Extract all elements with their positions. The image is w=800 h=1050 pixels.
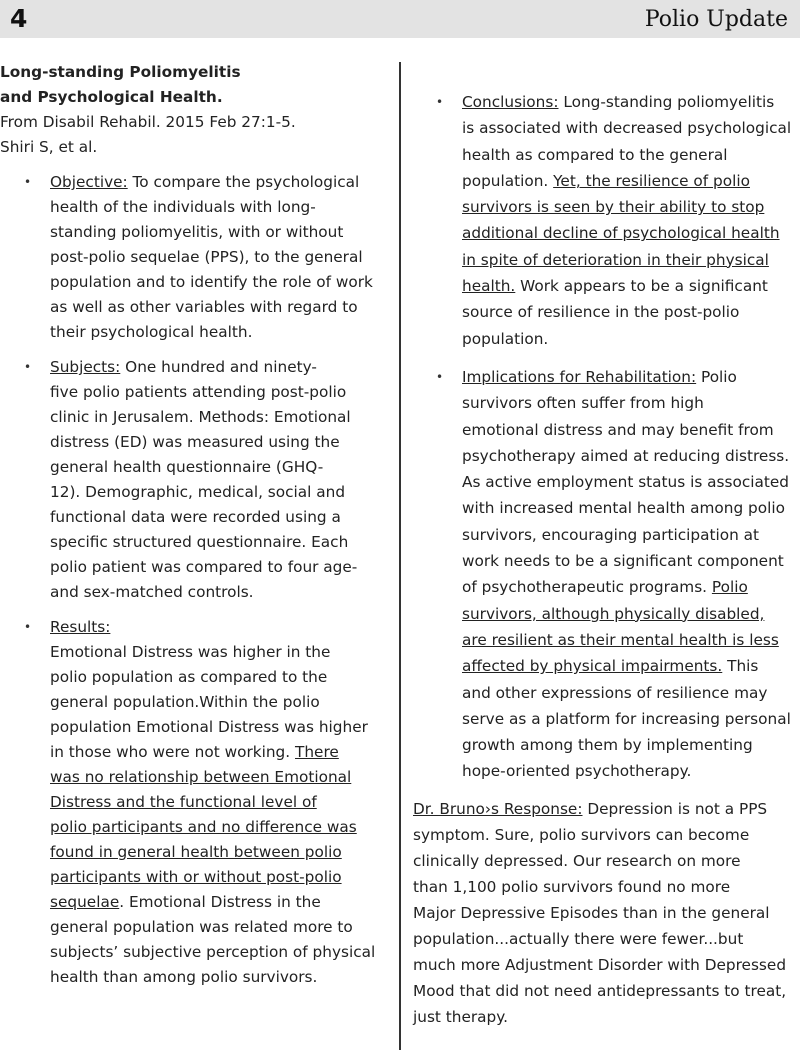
results-underlined-text: sequelae	[50, 893, 120, 911]
implications-line: hope-oriented psychotherapy.	[462, 762, 692, 781]
subjects-line: 12). Demographic, medical, social and	[50, 483, 346, 501]
objective-label: Objective:	[50, 173, 128, 191]
conclusions-underlined-text: health.	[462, 277, 516, 296]
left-column	[0, 60, 390, 990]
conclusions-line: health as compared to the general	[462, 145, 728, 164]
objective-line: population and to identify the role of work	[50, 273, 373, 291]
subjects-line: functional data were recorded using a	[50, 508, 341, 526]
conclusions-text: Long-standing poliomyelitis	[558, 93, 775, 111]
results-underlined-line: was no relationship between Emotional	[50, 768, 352, 786]
conclusions-underlined-line: survivors is seen by their ability to stop	[462, 198, 765, 217]
results-underlined-line: polio participants and no difference was	[50, 818, 357, 836]
results-underlined-line: participants with or without post-polio	[50, 868, 342, 886]
response-text: Depression is not a PPS	[582, 799, 768, 818]
subjects-line: and sex-matched controls.	[50, 583, 254, 601]
implications-line: growth among them by implementing	[462, 736, 753, 755]
subjects-bullet	[0, 355, 390, 605]
implications-underlined-text: Polio	[711, 578, 748, 597]
subjects-text: One hundred and ninety-	[120, 358, 317, 376]
page-header	[0, 0, 800, 38]
conclusions-underlined-text: Yet, the resilience of polio	[553, 171, 750, 190]
objective-line: as well as other variables with regard to	[50, 298, 358, 316]
article-title-line-2: and Psychological Health.	[0, 88, 223, 106]
subjects-line: distress (ED) was measured using the	[50, 433, 340, 451]
response-label: Dr. Bruno›s Response:	[413, 799, 583, 818]
implications-underlined-text: affected by physical impairments.	[462, 657, 723, 676]
implications-line: survivors, encouraging participation at	[462, 525, 760, 544]
newsletter-title: Polio Update	[644, 7, 788, 32]
results-underlined-text: There	[295, 743, 339, 761]
results-line: population Emotional Distress was higher	[50, 718, 368, 736]
results-bullet	[0, 615, 390, 990]
response-line: much more Adjustment Disorder with Depressed	[413, 955, 787, 974]
subjects-line: clinic in Jerusalem. Methods: Emotional	[50, 408, 351, 426]
objective-line: their psychological health.	[50, 323, 253, 341]
implications-line: serve as a platform for increasing personal	[462, 709, 791, 728]
response-line: population...actually there were fewer...but	[413, 929, 744, 948]
conclusions-text: Work appears to be a significant	[515, 277, 768, 296]
objective-line: post-polio sequelae (PPS), to the general	[50, 248, 363, 266]
article-source: From Disabil Rehabil. 2015 Feb 27:1-5.	[0, 113, 296, 131]
conclusions-line: source of resilience in the post-polio	[462, 303, 740, 322]
results-line: general population was related more to	[50, 918, 353, 936]
results-line: general population.Within the polio	[50, 693, 320, 711]
implications-line: with increased mental health among polio	[462, 499, 785, 518]
response-line: Major Depressive Episodes than in the general	[413, 903, 770, 922]
subjects-line: general health questionnaire (GHQ-	[50, 458, 324, 476]
response-paragraph	[413, 796, 800, 1030]
results-underlined-line: found in general health between polio	[50, 843, 342, 861]
response-line: clinically depressed. Our research on more	[413, 851, 741, 870]
objective-bullet	[0, 170, 390, 345]
results-label: Results:	[50, 618, 111, 636]
subjects-line: specific structured questionnaire. Each	[50, 533, 349, 551]
response-line: just therapy.	[413, 1007, 508, 1026]
subjects-line: five polio patients attending post-polio	[50, 383, 347, 401]
implications-line: As active employment status is associated	[462, 473, 789, 492]
results-line: Emotional Distress was higher in the	[50, 643, 331, 661]
conclusions-label: Conclusions:	[462, 93, 559, 111]
results-line: subjects’ subjective perception of physical	[50, 943, 376, 961]
implications-underlined-line: are resilient as their mental health is less	[462, 630, 779, 649]
conclusions-underlined-line: in spite of deterioration in their physical	[462, 250, 769, 269]
right-column	[413, 89, 800, 1030]
conclusions-text: population.	[462, 171, 554, 190]
implications-bullet	[413, 364, 800, 785]
results-line: polio population as compared to the	[50, 668, 328, 686]
objective-line: standing poliomyelitis, with or without	[50, 223, 344, 241]
implications-line: survivors often suffer from high	[462, 394, 704, 413]
conclusions-line: population.	[462, 329, 549, 348]
implications-line: emotional distress and may benefit from	[462, 420, 774, 439]
column-divider	[399, 62, 401, 1050]
implications-label: Implications for Rehabilitation:	[462, 367, 697, 386]
response-line: than 1,100 polio survivors found no more	[413, 877, 731, 896]
conclusions-bullet	[413, 89, 800, 352]
results-text: . Emotional Distress in the	[119, 893, 321, 911]
results-text: in those who were not working.	[50, 743, 295, 761]
objective-line: health of the individuals with long-	[50, 198, 316, 216]
conclusions-line: is associated with decreased psychological	[462, 119, 792, 138]
conclusions-underlined-line: additional decline of psychological health	[462, 224, 780, 243]
implications-line: work needs to be a significant component	[462, 552, 784, 571]
response-line: Mood that did not need antidepressants to treat,	[413, 981, 787, 1000]
implications-text: of psychotherapeutic programs.	[462, 578, 712, 597]
results-underlined-line: Distress and the functional level of	[50, 793, 317, 811]
subjects-label: Subjects:	[50, 358, 121, 376]
results-line: health than among polio survivors.	[50, 968, 318, 986]
implications-text: This	[722, 657, 759, 676]
implications-underlined-line: survivors, although physically disabled,	[462, 604, 765, 623]
subjects-line: polio patient was compared to four age-	[50, 558, 358, 576]
page-number: 4	[10, 4, 28, 33]
implications-text: Polio	[696, 367, 737, 386]
response-line: symptom. Sure, polio survivors can become	[413, 825, 750, 844]
article-authors: Shiri S, et al.	[0, 138, 98, 156]
implications-line: psychotherapy aimed at reducing distress.	[462, 446, 790, 465]
article-header	[0, 60, 390, 160]
objective-text: To compare the psychological	[127, 173, 360, 191]
implications-line: and other expressions of resilience may	[462, 683, 768, 702]
article-title-line-1: Long-standing Poliomyelitis	[0, 63, 241, 81]
